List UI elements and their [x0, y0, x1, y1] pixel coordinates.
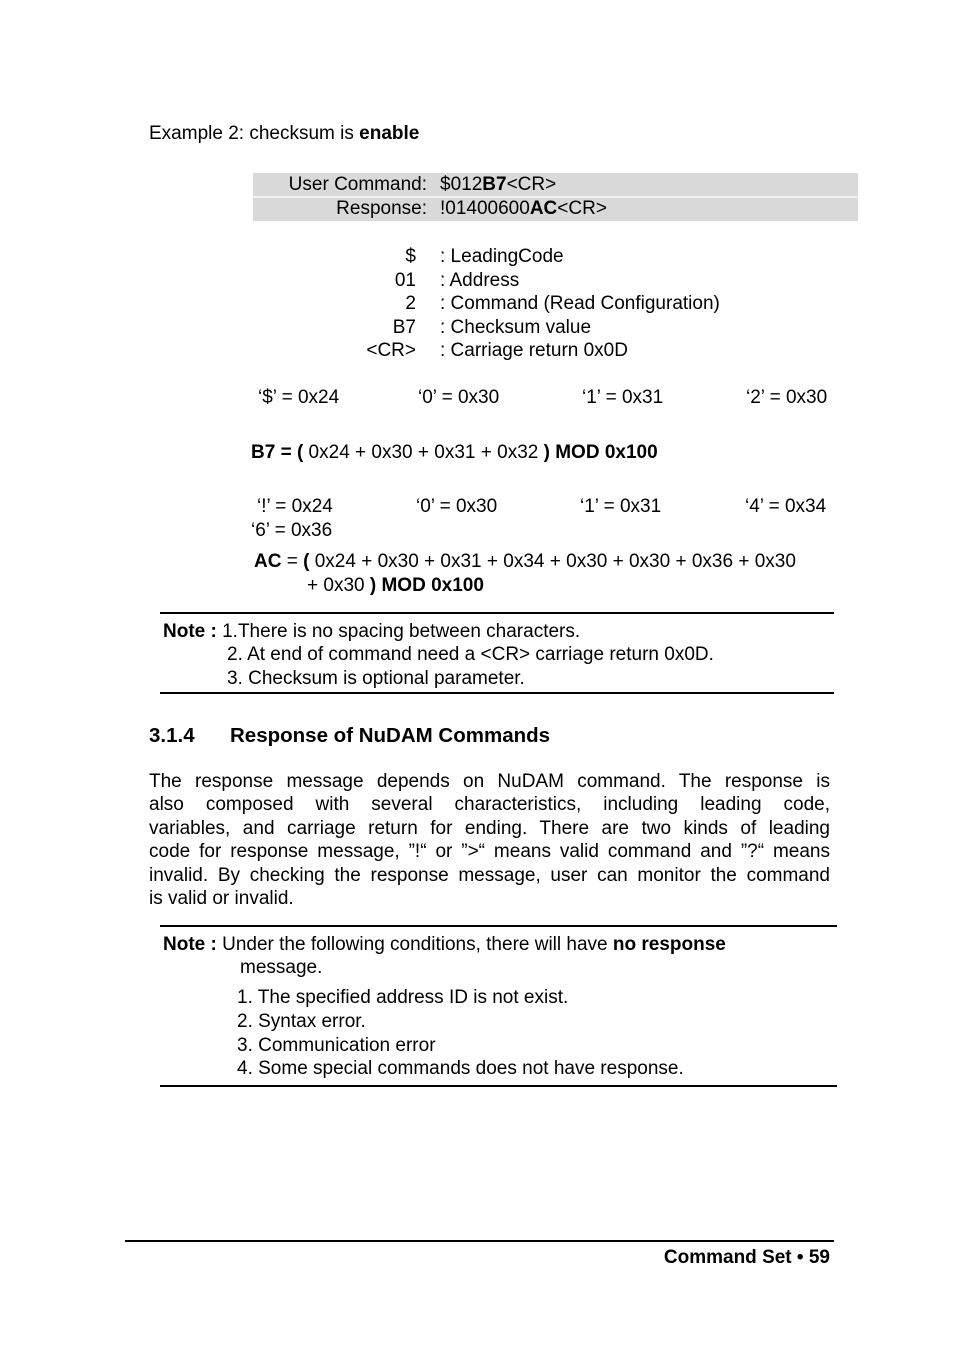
response-label: Response:: [336, 198, 427, 219]
bullet-icon: •: [796, 1247, 804, 1268]
hex-value: ‘0’ = 0x30: [416, 496, 498, 517]
checksum-formula-b7: B7 = ( 0x24 + 0x30 + 0x31 + 0x32 ) MOD 0x100: [251, 442, 658, 463]
response-value: !01400600AC<CR>: [440, 198, 607, 219]
note1-first-line: Note : 1.There is no spacing between characters.: [163, 621, 581, 642]
hex-value: ‘!’ = 0x24: [257, 496, 333, 517]
body-paragraph: [149, 770, 830, 910]
note1-item: 2. At end of command need a <CR> carriage return 0x0D.: [227, 644, 714, 665]
section-title: Response of NuDAM Commands: [230, 724, 551, 747]
paragraph-line: invalid. By checking the response message, user can monitor the command: [149, 864, 830, 886]
legend-desc: : Address: [440, 270, 520, 291]
paragraph-line: variables, and carriage return for ending. There are two kinds of leading: [149, 817, 830, 839]
paragraph-line: is valid or invalid.: [149, 887, 294, 909]
legend-symbol: B7: [392, 317, 416, 338]
note2-top-rule: [160, 925, 837, 927]
hex-value: ‘0’ = 0x30: [418, 387, 500, 408]
paragraph-line: The response message depends on NuDAM command. The response is: [149, 771, 830, 792]
footer-page-label: Command Set • 59: [663, 1247, 830, 1268]
legend-desc: : Command (Read Configuration): [440, 293, 720, 314]
section-number: 3.1.4: [149, 724, 195, 747]
user-command-label: User Command:: [288, 174, 427, 195]
checksum-formula-ac-cont: + 0x30 ) MOD 0x100: [307, 575, 484, 596]
hex-value: ‘$’ = 0x24: [258, 387, 340, 408]
note2-bottom-rule: [160, 1085, 837, 1087]
footer-rule: [125, 1240, 834, 1242]
hex-value: ‘4’ = 0x34: [745, 496, 827, 517]
paragraph-line: also composed with several characteristics, including leading code,: [149, 794, 830, 816]
legend-symbol: 01: [394, 270, 416, 291]
hex-value: ‘1’ = 0x31: [580, 496, 662, 517]
legend-symbol: $: [405, 246, 416, 267]
note2-item: 2. Syntax error.: [237, 1011, 366, 1032]
example-heading: Example 2: checksum is enable: [149, 123, 420, 144]
hex-value: ‘6’ = 0x36: [251, 520, 333, 541]
note2-item: 1. The specified address ID is not exist.: [237, 987, 569, 1008]
note1-item: 3. Checksum is optional parameter.: [227, 668, 525, 689]
note2-item: 3. Communication error: [237, 1035, 436, 1056]
legend-desc: : Carriage return 0x0D: [440, 340, 628, 361]
hex-value: ‘1’ = 0x31: [582, 387, 664, 408]
user-command-value: $012B7<CR>: [440, 174, 557, 195]
legend-desc: : Checksum value: [440, 317, 592, 338]
note1-top-rule: [160, 612, 834, 614]
note2-item: 4. Some special commands does not have response.: [237, 1058, 684, 1079]
paragraph-line: code for response message, ”!“ or ”>“ means valid command and ”?“ means: [149, 841, 830, 863]
legend-symbol: <CR>: [366, 340, 416, 361]
note1-bottom-rule: [160, 692, 834, 694]
legend-symbol: 2: [405, 293, 416, 314]
hex-value: ‘2’ = 0x30: [746, 387, 828, 408]
note2-first-line: Note : Under the following conditions, there will have no response: [163, 934, 726, 955]
note2-continuation: message.: [240, 957, 323, 978]
checksum-formula-ac: AC = ( 0x24 + 0x30 + 0x31 + 0x34 + 0x30 + 0x30 + 0x36 + 0x30: [254, 551, 796, 572]
legend-desc: : LeadingCode: [440, 246, 564, 267]
